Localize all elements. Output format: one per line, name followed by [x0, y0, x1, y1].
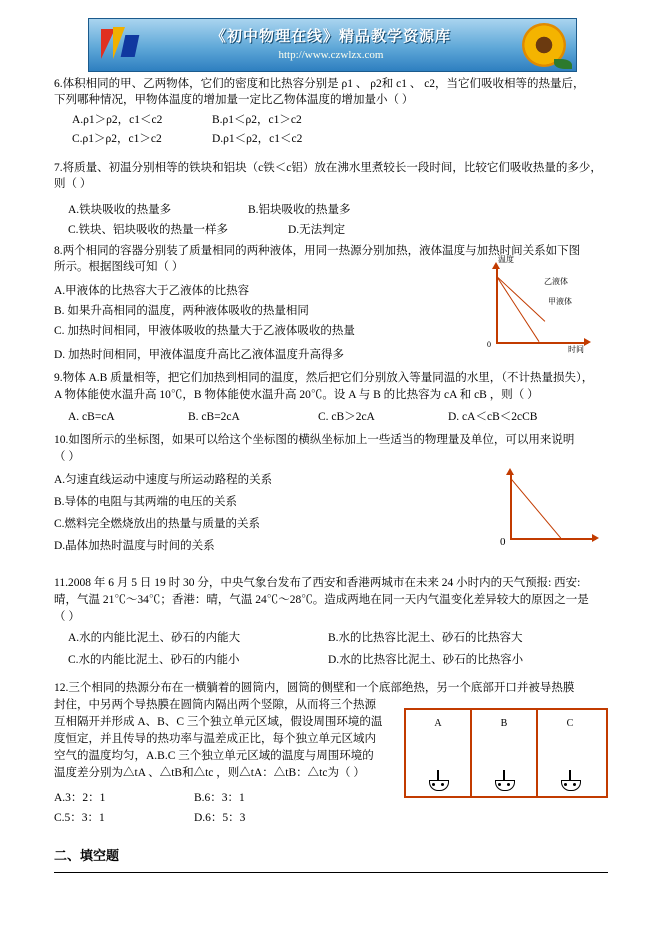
- question-6-stem-line2: 下列哪种情况，甲物体温度的增加量一定比乙物体温度的增加量小（ ）: [54, 94, 414, 106]
- cylinder-three-cells-diagram: [404, 708, 608, 798]
- question-9-option-a: A. cB=cA: [68, 411, 115, 423]
- question-11-option-b: B.水的比热容比泥土、砂石的比热容大: [328, 632, 523, 644]
- cell-label-c: C: [566, 718, 574, 729]
- question-6-option-c: C.ρ1＞ρ2，c1＞c2: [72, 133, 162, 145]
- question-12-line6: 温度差分别为△tA 、△tB和△tc ，则△tA：△tB：△tc为（ ）: [54, 767, 365, 779]
- question-7-stem-line2: 则（ ）: [54, 178, 92, 190]
- cell-label-b: B: [500, 718, 508, 729]
- question-12-option-a: A.3：2：1: [54, 792, 106, 804]
- question-12-option-c: C.5：3：1: [54, 812, 105, 824]
- question-12-option-b: B.6：3：1: [194, 792, 245, 804]
- question-12-line4: 度恒定，并且传导的热功率与温差成正比，每个独立单元区域内: [54, 733, 376, 745]
- banner-title: 《初中物理在线》精品教学资源库: [210, 29, 451, 45]
- question-11-stem-line3: （ ）: [54, 611, 80, 623]
- question-6-option-a: A.ρ1＞ρ2，c1＜c2: [72, 114, 163, 126]
- question-7-option-b: B.铝块吸收的热量多: [248, 204, 351, 216]
- leaf-icon: [554, 59, 572, 69]
- question-10-option-b: B.导体的电阻与其两端的电压的关系: [54, 496, 238, 508]
- question-10-option-d: D.晶体加热时温度与时间的关系: [54, 540, 215, 552]
- graph-origin-label: 0: [487, 340, 491, 349]
- banner-url: http://www.czwlzx.com: [278, 49, 384, 61]
- question-9-option-b: B. cB=2cA: [188, 411, 240, 423]
- heater-coil-icon: [561, 770, 579, 790]
- graph-curve-label-2: 甲液体: [548, 297, 572, 306]
- question-10-option-a: A.匀速直线运动中速度与所运动路程的关系: [54, 474, 273, 486]
- question-8-option-d: D. 加热时间相同，甲液体温度升高比乙液体温度升高得多: [54, 349, 345, 361]
- graph-origin-label: 0: [500, 536, 506, 548]
- question-9-stem-line2: A 物体能使水温升高 10℃，B 物体能使水温升高 20℃。设 A 与 B 的比热容为 cA 和 cB ，则（ ）: [54, 389, 539, 401]
- question-8-option-b: B. 如果升高相同的温度，两种液体吸收的热量相同: [54, 305, 309, 317]
- graph-curve-label-1: 乙液体: [544, 277, 568, 286]
- flame-logo-icon: [97, 25, 143, 65]
- question-12-line1: 12.三个相同的热源分布在一横躺着的圆筒内，圆筒的侧壁和一个底部绝热，另一个底部开口并被导热膜: [54, 682, 575, 694]
- question-8-option-a: A.甲液体的比热容大于乙液体的比热容: [54, 285, 250, 297]
- question-7-option-c: C.铁块、铝块吸收的热量一样多: [68, 224, 229, 236]
- question-9-stem-line1: 9.物体 A.B 质量相等，把它们加热到相同的温度，然后把它们分别放入等量同温的水里，（不计热量损失），: [54, 372, 594, 384]
- heater-coil-icon: [495, 770, 513, 790]
- section-title: 二、填空题: [54, 848, 120, 863]
- question-9-option-d: D. cA＜cB＜2cCB: [448, 411, 538, 423]
- site-banner: [88, 18, 577, 72]
- question-12-option-d: D.6：5：3: [194, 812, 246, 824]
- question-6-option-d: D.ρ1＜ρ2，c1＜c2: [212, 133, 303, 145]
- question-6-stem-line1: 6.体积相同的甲、乙两物体，它们的密度和比热容分别是 ρ1 、 ρ2和 c1 、 c2，当它们吸收相等的热量后，: [54, 78, 585, 90]
- question-8-stem-line1: 8.两个相同的容器分别装了质量相同的两种液体，用同一热源分别加热，液体温度与加热时间关系如下图: [54, 245, 581, 257]
- question-11-option-c: C.水的内能比泥土、砂石的内能小: [68, 654, 240, 666]
- question-10-stem-line1: 10.如图所示的坐标图，如果可以给这个坐标图的横纵坐标加上一些适当的物理量及单位，可以用来说明: [54, 434, 575, 446]
- question-8-stem-line2: 所示。根据图线可知（ ）: [54, 261, 184, 273]
- linear-graph: [490, 470, 610, 550]
- question-12-line5: 空气的温度均匀，A.B.C 三个独立单元区域的温度与周围环境的: [54, 750, 374, 762]
- question-11-stem-line1: 11.2008 年 6 月 5 日 19 时 30 分，中央气象台发布了西安和香港两城市在未来 24 小时内的天气预报: 西安:: [54, 577, 581, 589]
- question-12-line3: 互相隔开并形成 A、B、C 三个独立单元区域，假设周围环境的温: [54, 716, 383, 728]
- question-12-line2: 封住，中另两个导热膜在圆筒内隔出两个竖隙，从而将三个热源: [54, 699, 376, 711]
- question-11-stem-line2: 晴，气温 21℃～34℃；香港：晴，气温 24℃～28℃。造成两地在同一天内气温变化差异较大的原因之一是: [54, 594, 589, 606]
- question-6-option-b: B.ρ1＜ρ2，c1＞c2: [212, 114, 302, 126]
- question-8-option-c: C. 加热时间相同，甲液体吸收的热量大于乙液体吸收的热量: [54, 325, 355, 337]
- cell-label-a: A: [434, 718, 442, 729]
- question-11-option-a: A.水的内能比泥土、砂石的内能大: [68, 632, 241, 644]
- question-9-option-c: C. cB＞2cA: [318, 411, 375, 423]
- question-7-stem-line1: 7.将质量、初温分别相等的铁块和铝块（c铁＜c铝）放在沸水里煮较长一段时间，比较它们吸收热量的多少，: [54, 162, 602, 174]
- question-11-option-d: D.水的比热容比泥土、砂石的比热容小: [328, 654, 524, 666]
- question-10-stem-line2: （ ）: [54, 451, 80, 463]
- heater-coil-icon: [429, 770, 447, 790]
- graph-ylabel: 温度: [498, 255, 514, 264]
- graph-xlabel: 时间: [568, 345, 584, 354]
- question-7-option-a: A.铁块吸收的热量多: [68, 204, 172, 216]
- temperature-time-graph: [472, 255, 602, 354]
- question-7-option-d: D.无法判定: [288, 224, 346, 236]
- question-10-option-c: C.燃料完全燃烧放出的热量与质量的关系: [54, 518, 261, 530]
